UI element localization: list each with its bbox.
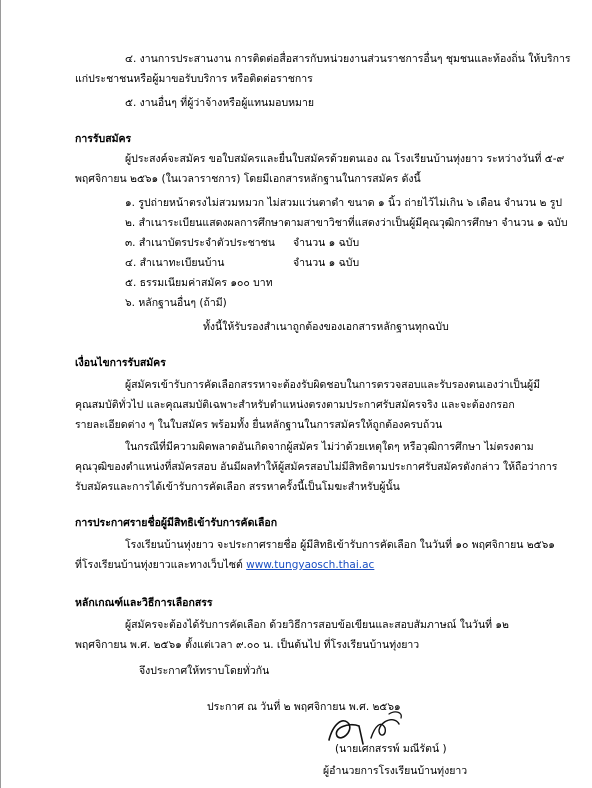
signer-name: (นายเศกสรรพ์ มณีรัตน์ ) xyxy=(335,743,447,755)
criteria-heading: หลักเกณฑ์และวิธีการเลือกสรร xyxy=(75,597,213,609)
signer-title: ผู้อำนวยการโรงเรียนบ้านทุ่งยาว xyxy=(323,765,468,777)
application-heading: การรับสมัคร xyxy=(75,133,132,145)
doc-item-2: ๒. สำเนาระเบียนแสดงผลการศึกษาตามสาขาวิชาที่แสดงว่าเป็นผู้มีคุณวุฒิการศึกษา จำนวน ๑ ฉบับ xyxy=(125,217,568,229)
conditions-p2-line1: ในกรณีที่มีความผิดพลาดอันเกิดจากผู้สมัคร ไม่ว่าด้วยเหตุใดๆ หรือวุฒิการศึกษา ไม่ตรงตาม xyxy=(125,441,534,453)
conditions-heading: เงื่อนไขการรับสมัคร xyxy=(75,357,166,369)
doc-item-5: ๕. ธรรมเนียมค่าสมัคร ๑๐๐ บาท xyxy=(125,277,273,289)
duty-item-4-line1: ๔. งานการประสานงาน การติดต่อสื่อสารกับหน่วยงานส่วนราชการอื่นๆ ชุมชนและท้องถิ่น ให้บริการ xyxy=(125,53,571,65)
doc-item-1: ๑. รูปถ่ายหน้าตรงไม่สวมหมวก ไม่สวมแว่นตาดำ ขนาด ๑ นิ้ว ถ่ายไว้ไม่เกิน ๖ เดือน จำนวน ๒ รูป xyxy=(125,197,563,209)
school-website-link[interactable]: www.tungyaosch.thai.ac xyxy=(246,559,375,571)
announce-line1: โรงเรียนบ้านทุ่งยาว จะประกาศรายชื่อ ผู้มีสิทธิเข้ารับการคัดเลือก ในวันที่ ๑๐ พฤศจิกายน ๒๕๖๑ xyxy=(125,539,555,551)
conditions-p1-line1: ผู้สมัครเข้ารับการคัดเลือกสรรหาจะต้องรับผิดชอบในการตรวจสอบและรับรองตนเองว่าเป็นผู้มี xyxy=(125,379,541,391)
criteria-line1: ผู้สมัครจะต้องได้รับการคัดเลือก ด้วยวิธีการสอบข้อเขียนและสอบสัมภาษณ์ ในวันที่ ๑๒ xyxy=(125,619,509,631)
announce-date: ประกาศ ณ วันที่ ๒ พฤศจิกายน พ.ศ. ๒๕๖๑ xyxy=(207,701,401,713)
announce-line2-prefix: ที่โรงเรียนบ้านทุ่งยาวและทางเว็บไซต์ xyxy=(75,559,243,571)
doc-item-4-qty: จำนวน ๑ ฉบับ xyxy=(293,257,360,269)
doc-item-4: ๔. สำเนาทะเบียนบ้าน xyxy=(125,257,225,269)
duty-item-5: ๕. งานอื่นๆ ที่ผู้ว่าจ้างหรือผู้แทนมอบหมาย xyxy=(125,97,314,109)
announce-heading: การประกาศรายชื่อผู้มีสิทธิเข้ารับการคัดเลือก xyxy=(75,517,278,529)
closing-statement: จึงประกาศให้ทราบโดยทั่วกัน xyxy=(139,665,270,677)
application-para-line2: พฤศจิกายน ๒๕๖๑ (ในเวลาราชการ) โดยมีเอกสารหลักฐานในการสมัคร ดังนี้ xyxy=(75,173,421,185)
announce-line2 xyxy=(75,558,374,572)
doc-item-6: ๖. หลักฐานอื่นๆ (ถ้ามี) xyxy=(125,297,227,309)
doc-item-3-qty: จำนวน ๑ ฉบับ xyxy=(293,237,360,249)
conditions-p2-line2: คุณวุฒิของตำแหน่งที่สมัครสอบ อันมีผลทำให้ผู้สมัครสอบไม่มีสิทธิตามประกาศรับสมัครดังกล่าว ให้ถือว่าการ xyxy=(75,461,558,473)
doc-item-3: ๓. สำเนาบัตรประจำตัวประชาชน xyxy=(125,237,275,249)
application-para-line1: ผู้ประสงค์จะสมัคร ขอใบสมัครและยื่นใบสมัครด้วยตนเอง ณ โรงเรียนบ้านทุ่งยาว ระหว่างวันที่ ๕-๙ xyxy=(125,153,565,165)
duty-item-4-line2: แก่ประชาชนหรือผู้มาขอรับบริการ หรือติดต่อราชการ xyxy=(75,73,313,85)
certify-note: ทั้งนี้ให้รับรองสำเนาถูกต้องของเอกสารหลักฐานทุกฉบับ xyxy=(203,321,449,333)
conditions-p1-line2: คุณสมบัติทั่วไป และคุณสมบัติเฉพาะสำหรับตำแหน่งตรงตามประกาศรับสมัครจริง และจะต้องกรอก xyxy=(75,399,515,411)
conditions-p1-line3: รายละเอียดต่าง ๆ ในใบสมัคร พร้อมทั้ง ยื่นหลักฐานในการสมัครให้ถูกต้องครบถ้วน xyxy=(75,419,443,431)
criteria-line2: พฤศจิกายน พ.ศ. ๒๕๖๑ ตั้งแต่เวลา ๙.๐๐ น. เป็นต้นไป ที่โรงเรียนบ้านทุ่งยาว xyxy=(75,639,420,651)
conditions-p2-line3: รับสมัครและการได้เข้ารับการคัดเลือก สรรหาครั้งนี้เป็นโมฆะสำหรับผู้นั้น xyxy=(75,481,400,493)
